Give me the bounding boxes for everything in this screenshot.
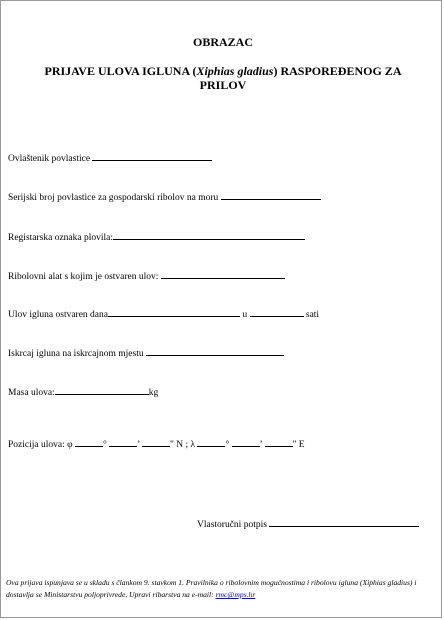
field-gear-blank[interactable] (161, 269, 285, 279)
field-vessel-label: Registarska oznaka plovila: (8, 233, 113, 243)
field-catch-hours-label: sati (305, 310, 320, 320)
field-position-label: Pozicija ulova: φ (8, 440, 73, 450)
field-catch-date (8, 307, 319, 320)
field-landing (8, 346, 284, 359)
field-license-no-label: Serijski broj povlastice za gospodarski ribolov na moru (8, 193, 219, 203)
footer-text: Ova prijava ispunjava se u skladu s člankom 9. stavkom 1. Pravilnika o ribolovnim mogućnostima i ribolovu igluna (Xiphias gladius) i dostavlja se Ministarstvu poljoprivrede, Upravi ribarstva na e-mail: (6, 578, 417, 599)
lat-deg-blank[interactable] (75, 437, 103, 447)
subtitle-part1: PRIJAVE ULOVA IGLUNA ( (44, 64, 197, 78)
field-licensee-blank[interactable] (92, 151, 212, 161)
field-gear-label: Ribolovni alat s kojim je ostvaren ulov: (8, 272, 159, 282)
lon-sec-symbol: " E (292, 440, 305, 450)
field-license-no-blank[interactable] (221, 190, 321, 200)
lat-min-symbol: ’ (137, 440, 140, 450)
field-vessel-blank[interactable] (113, 230, 305, 240)
field-mass-label: Masa ulova: (8, 388, 55, 398)
lon-sec-blank[interactable] (265, 437, 293, 447)
footer-email-link[interactable]: rmc@mps.hr (215, 590, 256, 599)
field-position (8, 437, 305, 450)
lat-sec-symbol: " N ; λ (170, 440, 196, 450)
signature-row (197, 517, 419, 530)
lat-min-blank[interactable] (109, 437, 137, 447)
signature-label: Vlastoručni potpis (197, 520, 267, 530)
form-subtitle (21, 64, 425, 92)
lon-deg-symbol: ° (225, 440, 230, 450)
field-mass (8, 385, 158, 398)
field-mass-blank[interactable] (55, 385, 149, 395)
lon-min-blank[interactable] (232, 437, 260, 447)
field-landing-label: Iskrcaj igluna na iskrcajnom mjestu (8, 349, 144, 359)
lat-sec-blank[interactable] (142, 437, 170, 447)
subtitle-species: Xiphias gladius (196, 64, 274, 78)
lon-deg-blank[interactable] (197, 437, 225, 447)
field-gear (8, 269, 285, 282)
footer-note (6, 577, 438, 601)
field-catch-date-blank[interactable] (108, 307, 240, 317)
form-title: OBRAZAC (192, 35, 253, 49)
field-catch-hour-blank[interactable] (250, 307, 304, 317)
lon-min-symbol: ’ (259, 440, 263, 450)
field-licensee-label: Ovlaštenik povlastice (8, 154, 91, 164)
lat-deg-symbol: ° (102, 440, 107, 450)
field-vessel (8, 230, 305, 243)
field-mass-unit: kg (148, 388, 159, 398)
field-catch-u-label: u (242, 310, 248, 320)
field-landing-blank[interactable] (146, 346, 284, 356)
field-catch-date-label: Ulov igluna ostvaren dana (8, 310, 108, 320)
field-license-no (8, 190, 321, 203)
subtitle-part2: ) RASPOREĐENOG ZA PRILOV (199, 64, 402, 92)
field-licensee (8, 151, 212, 164)
signature-blank[interactable] (269, 517, 419, 527)
